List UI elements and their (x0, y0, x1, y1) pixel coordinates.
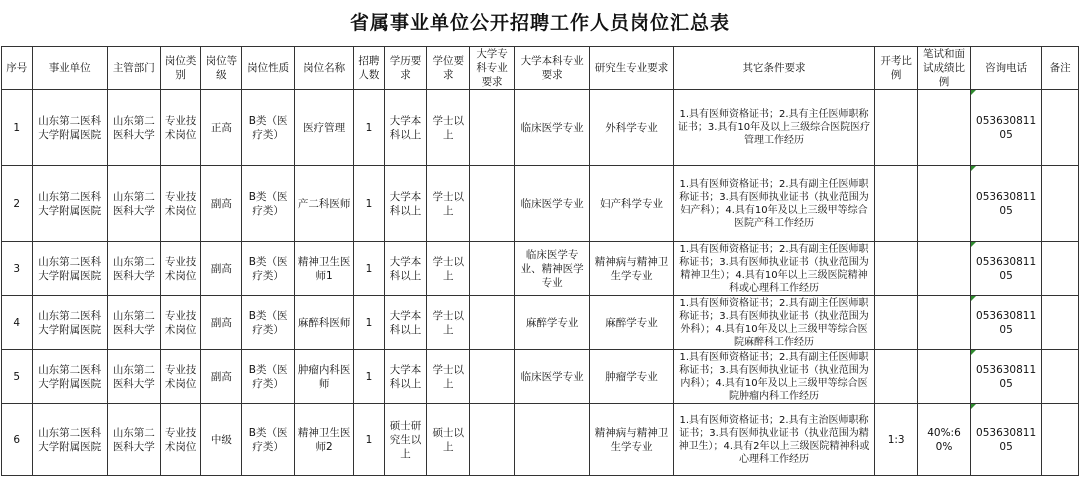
col-header: 岗位性质 (242, 47, 295, 90)
table-cell: 1.具有医师资格证书；2.具有副主任医师职称证书；3.具有医师执业证书（执业范围为妇产科）；4.具有10年及以上三级甲等综合医院产科工作经历 (673, 166, 875, 242)
table-cell: 副高 (201, 350, 242, 404)
table-cell: 硕士研究生以上 (384, 404, 427, 476)
col-header: 其它条件要求 (673, 47, 875, 90)
table-cell: 医疗管理 (295, 90, 354, 166)
table-cell: 山东第二医科大学 (107, 242, 160, 296)
table-cell: 05363081105 (970, 404, 1041, 476)
table-cell: 麻醉学专业 (590, 296, 673, 350)
page-title: 省属事业单位公开招聘工作人员岗位汇总表 (349, 12, 730, 34)
table-cell: 6 (2, 404, 33, 476)
table-cell: B类（医疗类） (242, 350, 295, 404)
table-cell: 专业技术岗位 (160, 90, 201, 166)
col-header: 主管部门 (107, 47, 160, 90)
table-cell: 1.具有医师资格证书；2.具有副主任医师职称证书；3.具有医师执业证书（执业范围为内科）；4.具有10年及以上三级甲等综合医院肿瘤内科工作经历 (673, 350, 875, 404)
table-cell: 大学本科以上 (384, 166, 427, 242)
table-cell: 05363081105 (970, 166, 1041, 242)
table-cell: 肿瘤内科医师 (295, 350, 354, 404)
table-cell: 05363081105 (970, 296, 1041, 350)
col-header: 学位要求 (427, 47, 470, 90)
col-header: 岗位名称 (295, 47, 354, 90)
table-cell (1042, 296, 1079, 350)
table-cell: 1.具有医师资格证书；2.具有主治医师职称证书；3.具有医师执业证书（执业范围为精神卫生）；4.具有2年以上三级医院精神科或心理科工作经历 (673, 404, 875, 476)
table-cell: 副高 (201, 242, 242, 296)
table-cell: 正高 (201, 90, 242, 166)
table-cell: 山东第二医科大学 (107, 90, 160, 166)
col-header: 学历要求 (384, 47, 427, 90)
table-cell: 临床医学专业 (514, 166, 589, 242)
table-cell: 2 (2, 166, 33, 242)
table-row (2, 350, 1079, 404)
table-cell: 山东第二医科大学附属医院 (32, 404, 107, 476)
col-header: 招聘人数 (354, 47, 385, 90)
table-cell (1042, 242, 1079, 296)
col-header: 咨询电话 (970, 47, 1041, 90)
table-cell: 1 (354, 296, 385, 350)
table-cell: 1.具有医师资格证书；2.具有副主任医师职称证书；3.具有医师执业证书（执业范围为精神卫生）；4.具有10年以上三级医院精神科或心理科工作经历 (673, 242, 875, 296)
table-cell: 专业技术岗位 (160, 296, 201, 350)
table-cell (918, 242, 971, 296)
table-cell: 精神卫生医师2 (295, 404, 354, 476)
table-cell (875, 242, 918, 296)
table-cell: B类（医疗类） (242, 404, 295, 476)
table-cell: 精神病与精神卫生学专业 (590, 242, 673, 296)
table-cell: 山东第二医科大学 (107, 350, 160, 404)
table-cell (470, 166, 515, 242)
table-cell: 1:3 (875, 404, 918, 476)
col-header: 备注 (1042, 47, 1079, 90)
table-cell: 1 (2, 90, 33, 166)
table-cell (1042, 166, 1079, 242)
table-cell: 学士以上 (427, 166, 470, 242)
table-cell: 精神卫生医师1 (295, 242, 354, 296)
table-cell (470, 350, 515, 404)
table-cell: 1.具有医师资格证书；2.具有副主任医师职称证书；3.具有医师执业证书（执业范围为外科）；4.具有10年及以上三级甲等综合医院麻醉科工作经历 (673, 296, 875, 350)
table-cell: 1 (354, 350, 385, 404)
table-cell: 05363081105 (970, 350, 1041, 404)
table-row (2, 296, 1079, 350)
table-cell (918, 166, 971, 242)
table-cell: 山东第二医科大学 (107, 404, 160, 476)
table-cell: 临床医学专业、精神医学专业 (514, 242, 589, 296)
table-cell: 硕士以上 (427, 404, 470, 476)
table-cell (514, 404, 589, 476)
table-row (2, 166, 1079, 242)
table-cell: 中级 (201, 404, 242, 476)
table-cell: 1 (354, 242, 385, 296)
table-cell: 05363081105 (970, 90, 1041, 166)
table-cell: 山东第二医科大学附属医院 (32, 350, 107, 404)
table-cell: 精神病与精神卫生学专业 (590, 404, 673, 476)
table-cell: 大学本科以上 (384, 296, 427, 350)
table-cell: 学士以上 (427, 90, 470, 166)
col-header: 岗位类别 (160, 47, 201, 90)
table-cell (875, 166, 918, 242)
table-cell: 山东第二医科大学附属医院 (32, 242, 107, 296)
table-cell: 学士以上 (427, 242, 470, 296)
table-cell: 1 (354, 90, 385, 166)
table-cell: 大学本科以上 (384, 242, 427, 296)
header-row (2, 47, 1079, 90)
table-row (2, 242, 1079, 296)
table-cell: 05363081105 (970, 242, 1041, 296)
table-cell: 4 (2, 296, 33, 350)
table-cell (918, 90, 971, 166)
table-cell: 专业技术岗位 (160, 350, 201, 404)
col-header: 岗位等级 (201, 47, 242, 90)
table-cell: 麻醉科医师 (295, 296, 354, 350)
table-cell: B类（医疗类） (242, 296, 295, 350)
table-cell (875, 350, 918, 404)
table-cell: 麻醉学专业 (514, 296, 589, 350)
table-cell: 1 (354, 404, 385, 476)
table-cell: 山东第二医科大学附属医院 (32, 90, 107, 166)
table-row (2, 404, 1079, 476)
table-cell: 学士以上 (427, 296, 470, 350)
table-cell (875, 90, 918, 166)
table-cell: 副高 (201, 296, 242, 350)
table-cell (470, 242, 515, 296)
table-cell: 山东第二医科大学附属医院 (32, 166, 107, 242)
table-cell (918, 350, 971, 404)
position-summary-table (1, 46, 1079, 476)
col-header: 事业单位 (32, 47, 107, 90)
table-cell: 产二科医师 (295, 166, 354, 242)
table-cell (1042, 90, 1079, 166)
table-cell: 妇产科学专业 (590, 166, 673, 242)
table-cell (470, 90, 515, 166)
col-header: 笔试和面试成绩比例 (918, 47, 971, 90)
table-cell: 专业技术岗位 (160, 242, 201, 296)
table-cell: 副高 (201, 166, 242, 242)
table-cell (470, 296, 515, 350)
col-header: 大学专科专业要求 (470, 47, 515, 90)
table-cell: 肿瘤学专业 (590, 350, 673, 404)
table-cell: 专业技术岗位 (160, 166, 201, 242)
table-cell: B类（医疗类） (242, 90, 295, 166)
table-cell: 山东第二医科大学 (107, 166, 160, 242)
table-cell (1042, 404, 1079, 476)
table-cell: 学士以上 (427, 350, 470, 404)
table-cell: 1 (354, 166, 385, 242)
table-cell: 大学本科以上 (384, 90, 427, 166)
table-cell: 5 (2, 350, 33, 404)
table-cell (470, 404, 515, 476)
table-cell: 临床医学专业 (514, 90, 589, 166)
table-cell: 临床医学专业 (514, 350, 589, 404)
table-cell: 山东第二医科大学 (107, 296, 160, 350)
table-cell: B类（医疗类） (242, 166, 295, 242)
table-cell: B类（医疗类） (242, 242, 295, 296)
table-cell: 3 (2, 242, 33, 296)
table-cell (875, 296, 918, 350)
table-cell: 1.具有医师资格证书；2.具有主任医师职称证书；3.具有10年及以上三级综合医院医疗管理工作经历 (673, 90, 875, 166)
table-cell: 专业技术岗位 (160, 404, 201, 476)
table-cell: 外科学专业 (590, 90, 673, 166)
table-cell: 大学本科以上 (384, 350, 427, 404)
table-cell (1042, 350, 1079, 404)
col-header: 开考比例 (875, 47, 918, 90)
table-cell: 山东第二医科大学附属医院 (32, 296, 107, 350)
table-row (2, 90, 1079, 166)
table-cell: 40%:60% (918, 404, 971, 476)
col-header: 研究生专业要求 (590, 47, 673, 90)
table-cell (918, 296, 971, 350)
col-header: 大学本科专业要求 (514, 47, 589, 90)
col-header: 序号 (2, 47, 33, 90)
